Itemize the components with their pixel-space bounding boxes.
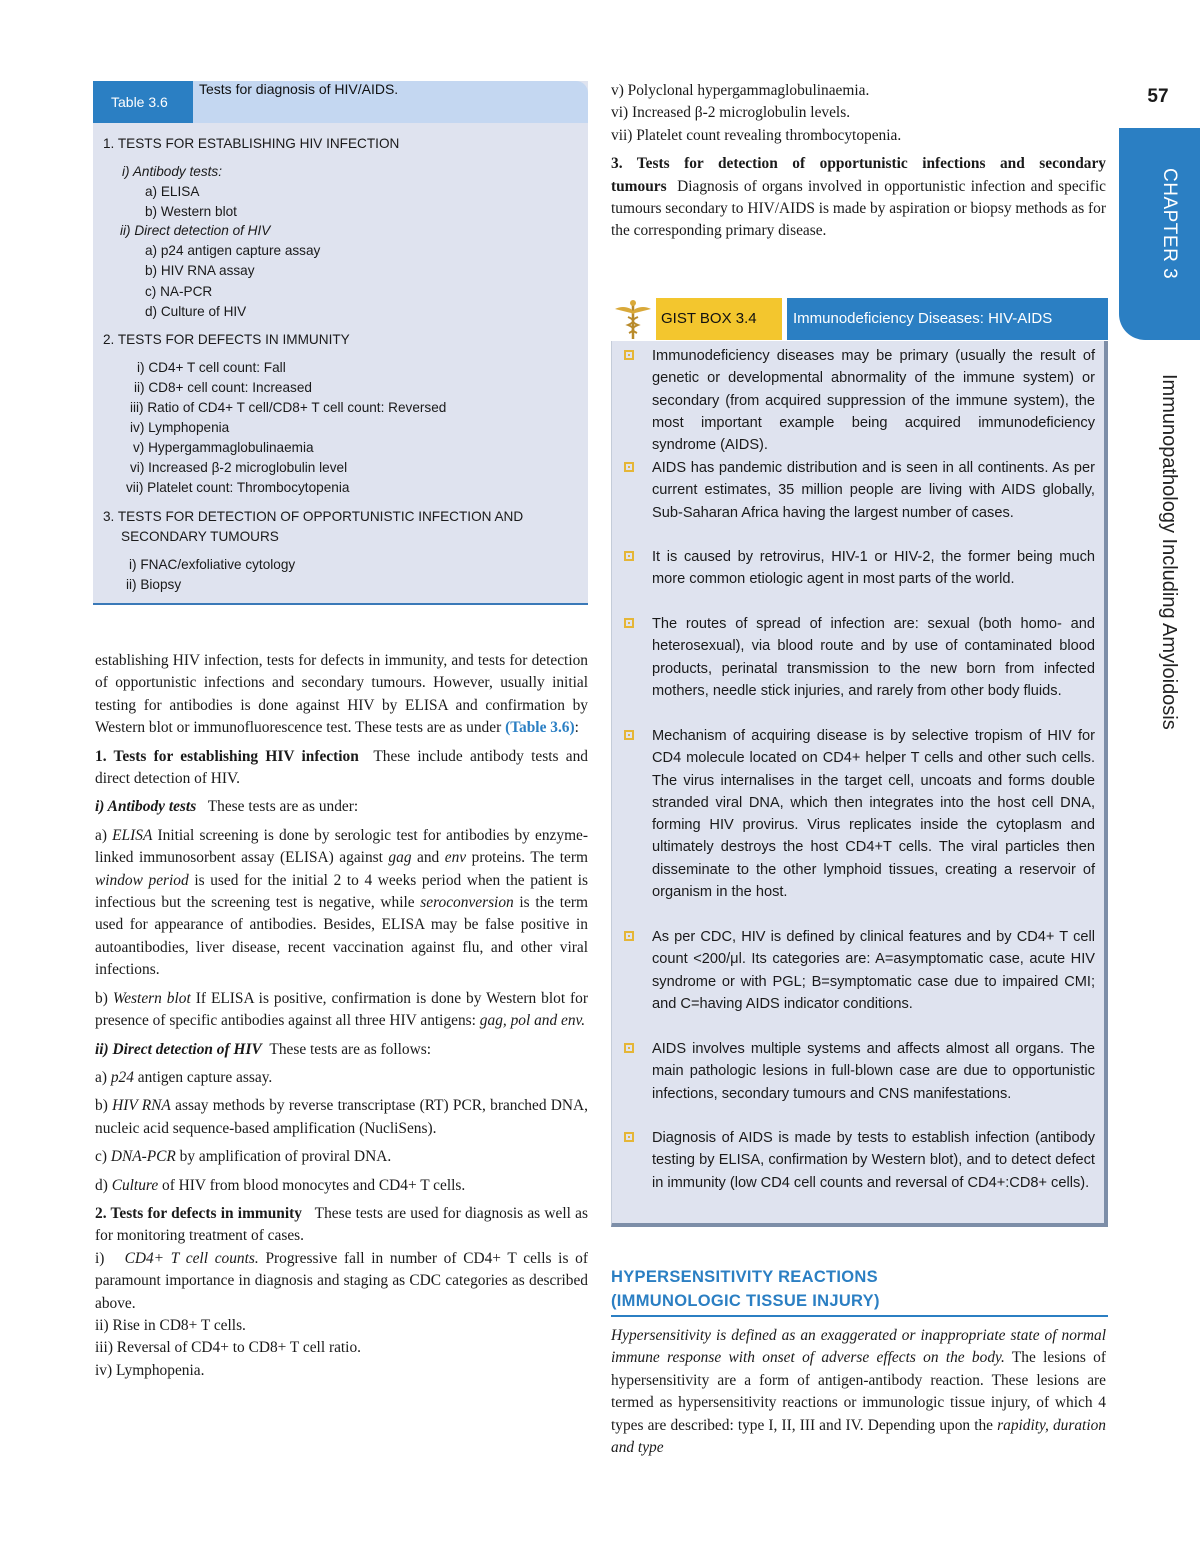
heading-line: (IMMUNOLOGIC TISSUE INJURY) (611, 1292, 880, 1310)
hypersensitivity-end: rapidity, duration and type (611, 1416, 1106, 1457)
section-3-heading: 3. Tests for detection of opportunistic infections and secondary tumours (611, 155, 1106, 195)
gist-item: It is caused by retrovirus, HIV-1 or HIV-2, the former being much more common etiologic agent in most parts of the world. (652, 549, 1095, 588)
rna-text: assay methods by reverse transcriptase (RT) PCR, branched DNA, nucleic acid sequence-based amplification (NucliSens). (95, 1097, 589, 1137)
env-term: env (444, 849, 467, 867)
square-bullet-icon (624, 1132, 634, 1142)
square-bullet-icon (624, 730, 634, 740)
right-column-top (611, 80, 1106, 243)
culture-term: Culture (111, 1176, 159, 1194)
pcr-text: by amplification of proviral DNA. (179, 1148, 392, 1166)
seroconversion-term: seroconversion (420, 894, 514, 912)
page-number: 57 (1147, 86, 1169, 107)
antibody-tests-text: These tests are as under: (207, 798, 359, 816)
rna-prefix: b) (95, 1097, 108, 1115)
p24-prefix: a) (95, 1068, 107, 1086)
gag-term: gag (388, 849, 412, 867)
cd8-line: ii) Rise in CD8+ T cells. (95, 1316, 246, 1334)
direct-detection-heading: ii) Direct detection of HIV (95, 1040, 262, 1058)
table-line: v) Hypergammaglobulinaemia (133, 440, 314, 455)
table-3-6 (93, 81, 588, 605)
table-line: iii) Ratio of CD4+ T cell/CD8+ T cell count: Reversed (130, 400, 447, 415)
table-line: b) Western blot (145, 204, 237, 219)
intro-text: establishing HIV infection, tests for defects in immunity, and tests for detection of opportunistic infections and secondary tumours. However, usually initial testing for antibodies is done against HIV by ELISA and confirmation by Western blot or immunofluorescence test. These tests are as under (95, 652, 588, 737)
hypersensitivity-definition: Hypersensitivity is defined as an exaggerated or inappropriate state of normal immune response with onset of adverse effects on the body. (611, 1327, 1106, 1367)
cd4-prefix: i) (95, 1249, 105, 1267)
chapter-label: CHAPTER 3 (1159, 168, 1180, 280)
table-line: d) Culture of HIV (145, 304, 247, 319)
table-line: 2. TESTS FOR DEFECTS IN IMMUNITY (103, 332, 350, 347)
direct-detection-paragraph (95, 1039, 588, 1061)
direct-detection-text: These tests are as follows: (269, 1040, 431, 1058)
square-bullet-icon (624, 1043, 634, 1053)
wb-text: If ELISA is positive, confirmation is done by Western blot for presence of specific antibodies against all three HIV antigens: (95, 989, 589, 1030)
square-bullet-icon (624, 350, 634, 360)
pcr-prefix: c) (95, 1148, 107, 1166)
culture-text: of HIV from blood monocytes and CD4+ T cells. (162, 1176, 466, 1194)
antibody-tests-paragraph (95, 796, 588, 818)
caduceus-icon (611, 297, 655, 341)
table-line: c) NA-PCR (145, 284, 213, 299)
table-line: b) HIV RNA assay (145, 263, 255, 278)
hypersensitivity-text: The lesions of hypersensitivity are a form of antigen-antibody reaction. These lesions are termed as hypersensitivity reactions or immunologic tissue injury, of which 4 types are described: type I, II, III and IV. Depending upon the (611, 1349, 1106, 1434)
table-number: Table 3.6 (93, 81, 193, 123)
table-line: a) ELISA (145, 184, 200, 199)
table-line: vii) Platelet count: Thrombocytopenia (126, 480, 350, 495)
section-2-text: These tests are used for diagnosis as well as for monitoring treatment of cases. (95, 1204, 588, 1245)
elisa-and: and (417, 849, 440, 867)
intro-paragraph (95, 650, 588, 740)
list-item-vi: vi) Increased β-2 microglobulin levels. (611, 104, 851, 122)
wb-prefix: b) (95, 989, 108, 1007)
running-head: Immunopathology Including Amyloidosis (1158, 374, 1180, 730)
p24-paragraph (95, 1067, 588, 1089)
ratio-line: iii) Reversal of CD4+ to CD8+ T cell ratio. (95, 1339, 361, 1357)
section-2-heading: 2. Tests for defects in immunity (95, 1204, 302, 1222)
elisa-text: is the term used for appearance of antibodies. Besides, ELISA may be false positive in autoantibodies, liver disease, recent vaccination against flu, and other viral infections. (95, 894, 589, 979)
list-item-vii: vii) Platelet count revealing thrombocytopenia. (611, 126, 902, 144)
table-header (93, 81, 588, 123)
hypersensitivity-paragraph (611, 1325, 1106, 1459)
table-line: SECONDARY TUMOURS (121, 529, 279, 544)
elisa-prefix: a) (95, 826, 107, 844)
table-line: 3. TESTS FOR DETECTION OF OPPORTUNISTIC INFECTION AND (103, 509, 524, 524)
hiv-rna-paragraph (95, 1095, 588, 1140)
western-blot-paragraph (95, 988, 588, 1033)
gist-box-label: GIST BOX 3.4 (656, 298, 782, 340)
section-1-paragraph (95, 746, 588, 791)
table-line: ii) Biopsy (126, 577, 182, 592)
section-1-heading: 1. Tests for establishing HIV infection (95, 747, 359, 765)
gist-box-body (611, 341, 1108, 1227)
table-ref: (Table 3.6) (505, 719, 575, 737)
p24-term: p24 (110, 1068, 134, 1086)
hiv-antigens: gag, pol and env. (479, 1012, 586, 1030)
gist-item: The routes of spread of infection are: sexual (both homo- and heterosexual), via blood route and by use of contaminated blood products, perinatal transmission to the new born from infected mothers, needle stick injuries, and rarely from other body fluids. (652, 616, 1095, 699)
table-line: a) p24 antigen capture assay (145, 243, 321, 258)
cd4-term: CD4+ T cell counts. (124, 1249, 259, 1267)
elisa-paragraph (95, 825, 588, 982)
gist-item: AIDS has pandemic distribution and is seen in all continents. As per current estimates, 35 million people are living with AIDS globally, Sub-Saharan Africa having the largest number of cases. (652, 460, 1095, 521)
dna-pcr-term: DNA-PCR (110, 1148, 176, 1166)
gist-item: Mechanism of acquiring disease is by selective tropism of HIV for CD4 molecule located on CD4+ helper T cells and other such cells. The virus internalises in the target cell, uncoats and forms double stranded viral DNA, which then integrates into the host cell DNA, forming HIV provirus. Virus replicates inside the cytoplasm and ultimately destroys the host CD4+T cells. The viral particles then disseminate to the other lymphoid tissues, creating a reservoir of organism in the host. (652, 728, 1095, 901)
elisa-text: proteins. The term (471, 849, 588, 867)
gist-item: AIDS involves multiple systems and affects almost all organs. The main pathologic lesions in full-blown case are due to opportunistic infections, secondary tumours and CNS manifestations. (652, 1041, 1095, 1102)
table-line: i) Antibody tests: (122, 164, 222, 179)
left-column (95, 650, 588, 1382)
table-line: vi) Increased β-2 microglobulin level (130, 460, 348, 475)
square-bullet-icon (624, 931, 634, 941)
section-1-text: These include antibody tests and direct detection of HIV. (95, 747, 588, 788)
culture-prefix: d) (95, 1176, 108, 1194)
gist-item: Immunodeficiency diseases may be primary (usually the result of genetic or developmental abnormality of the immune system) or secondary (from acquired suppression of the immune system), the most important example being acquired immunodeficiency syndrome (AIDS). (652, 348, 1095, 454)
p24-text: antigen capture assay. (137, 1068, 273, 1086)
dna-pcr-paragraph (95, 1146, 588, 1168)
heading-rule (611, 1315, 1108, 1317)
lymphopenia-line: iv) Lymphopenia. (95, 1361, 205, 1379)
table-title: Tests for diagnosis of HIV/AIDS. (199, 81, 399, 97)
window-period-term: window period (95, 871, 189, 889)
table-line: iv) Lymphopenia (130, 420, 230, 435)
elisa-term: ELISA (112, 826, 153, 844)
heading-line: HYPERSENSITIVITY REACTIONS (611, 1268, 878, 1286)
western-blot-term: Western blot (112, 989, 191, 1007)
elisa-text: is used for the initial 2 to 4 weeks period when the patient is infectious but the screening test is negative, while (95, 871, 588, 912)
gist-item: Diagnosis of AIDS is made by tests to establish infection (antibody testing by ELISA, confirmation by Western blot), and to detect defect in immunity (low CD4 cell counts and reversal of CD4+:CD8+ cells). (652, 1130, 1095, 1191)
square-bullet-icon (624, 551, 634, 561)
list-item-v: v) Polyclonal hypergammaglobulinaemia. (611, 82, 870, 99)
table-line: ii) CD8+ cell count: Increased (134, 380, 312, 395)
section-3-paragraph (611, 153, 1106, 243)
cd4-paragraph (95, 1248, 588, 1315)
section-3-text: Diagnosis of organs involved in opportunistic infection and specific tumours secondary to HIV/AIDS is made by aspiration or biopsy methods as for the corresponding primary disease. (611, 177, 1107, 240)
square-bullet-icon (624, 618, 634, 628)
section-2-paragraph (95, 1203, 588, 1248)
square-bullet-icon (624, 462, 634, 472)
cd4-text: Progressive fall in number of CD4+ T cells is of paramount importance in diagnosis and staging as CDC categories as described above. (95, 1249, 588, 1312)
elisa-text: Initial screening is done by serologic test for antibodies by enzyme-linked immunosorbent assay (ELISA) against (95, 826, 588, 867)
intro-end: : (574, 719, 579, 737)
table-line: 1. TESTS FOR ESTABLISHING HIV INFECTION (103, 136, 400, 151)
culture-paragraph (95, 1175, 588, 1197)
gist-box-title: Immunodeficiency Diseases: HIV-AIDS (787, 298, 1108, 340)
table-line: i) FNAC/exfoliative cytology (129, 557, 296, 572)
antibody-tests-heading: i) Antibody tests (95, 798, 197, 816)
table-line: i) CD4+ T cell count: Fall (137, 360, 286, 375)
hypersensitivity-heading (611, 1265, 1108, 1313)
gist-item: As per CDC, HIV is defined by clinical features and by CD4+ T cell count <200/μl. Its categories are: A=asymptomatic case, acute HIV syndrome or with PGL; B=symptomatic case due to impaired CMI; and C=having AIDS indicator conditions. (652, 929, 1095, 1012)
hiv-rna-term: HIV RNA (112, 1097, 171, 1115)
table-line: ii) Direct detection of HIV (120, 223, 271, 238)
